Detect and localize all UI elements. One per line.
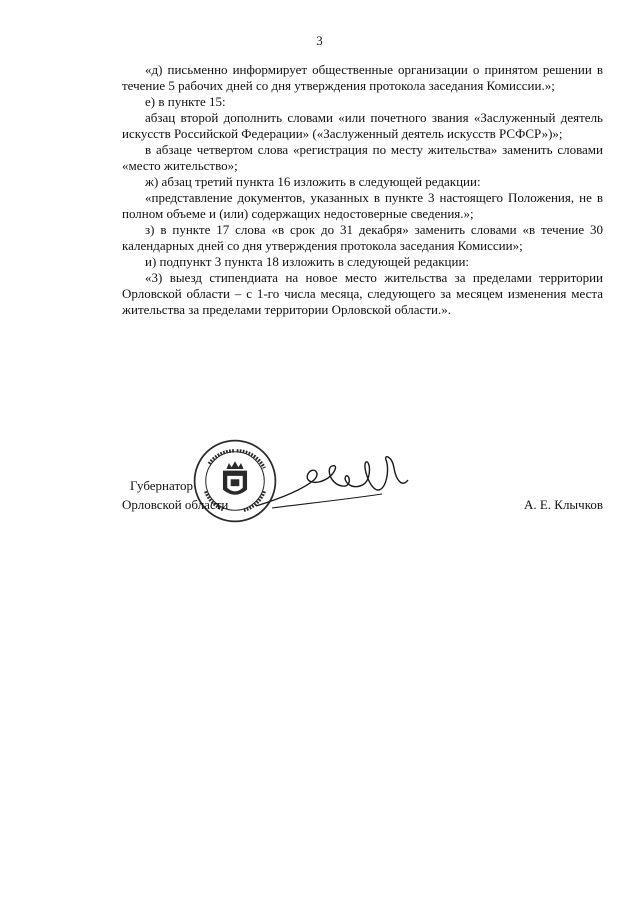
signer-title-line2: Орловской области [122, 497, 229, 512]
paragraph: «3) выезд стипендиата на новое место жительства за пределами территории Орловской области – с 1-го числа месяца, следующего за месяцем изменения места жительства за пределами территории Орловской области.». [122, 270, 603, 317]
page-number: 3 [316, 33, 323, 48]
paragraph: е) в пункте 15: [145, 94, 226, 109]
paragraph: з) в пункте 17 слова «в срок до 31 декабря» заменить словами «в течение 30 календарных дней со дня утверждения протокола заседания Комиссии»; [122, 222, 603, 253]
paragraph: абзац второй дополнить словами «или почетного звания «Заслуженный деятель искусств Российской Федерации» («Заслуженный деятель искусств РСФСР»)»; [122, 110, 603, 141]
paragraph: и) подпункт 3 пункта 18 изложить в следующей редакции: [145, 254, 470, 269]
signer-name: А. Е. Клычков [523, 497, 603, 512]
signature-block [0, 478, 639, 548]
document-body [122, 62, 603, 318]
signer-title-line1: Губернатор [130, 478, 193, 493]
paragraph: «представление документов, указанных в пункте 3 настоящего Положения, не в полном объеме и (или) содержащих недостоверные сведения.»; [122, 190, 603, 221]
paragraph: «д) письменно информирует общественные организации о принятом решении в течение 5 рабочих дней со дня утверждения протокола заседания Комиссии.»; [122, 62, 603, 93]
handwritten-signature-icon [252, 450, 412, 516]
paragraph: в абзаце четвертом слова «регистрация по месту жительства» заменить словами «место жительство»; [122, 142, 603, 173]
paragraph: ж) абзац третий пункта 16 изложить в следующей редакции: [145, 174, 481, 189]
